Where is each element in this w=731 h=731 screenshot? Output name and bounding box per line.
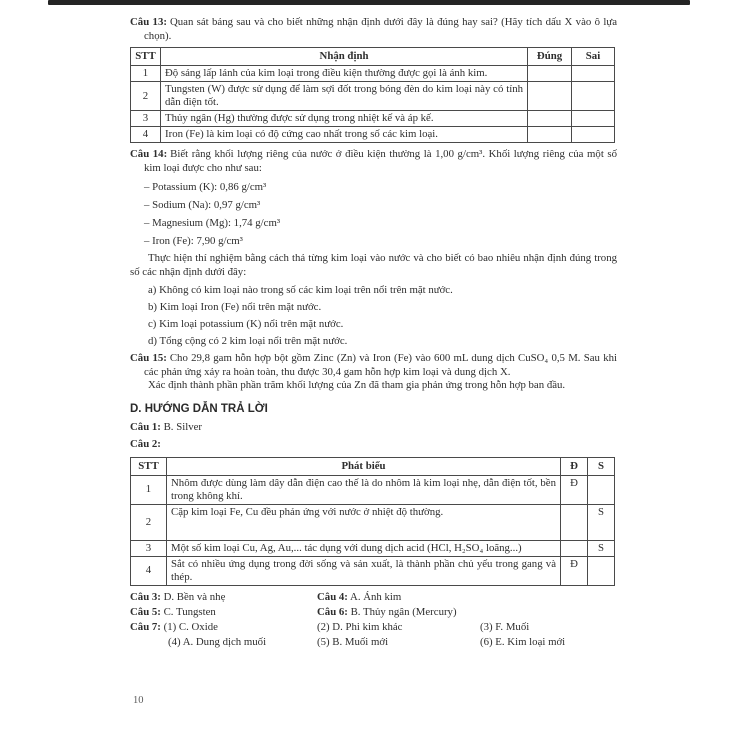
row-statement: Độ sáng lấp lánh của kim loại trong điều kiện thường được gọi là ánh kim.: [161, 66, 528, 82]
answer-cau5: [130, 605, 317, 620]
cau6-value: B. Thủy ngân (Mercury): [350, 605, 457, 618]
table-row: [131, 540, 615, 556]
cau7-item: (1) C. Oxide: [163, 620, 218, 633]
page-number: 10: [133, 695, 144, 706]
cau7-item: (3) F. Muối: [480, 620, 530, 633]
table-row: [131, 475, 615, 504]
s-mark-cell: [588, 475, 615, 504]
row-stt: 1: [131, 475, 167, 504]
answer-cau1: [130, 419, 617, 436]
d-mark-cell: [561, 540, 588, 556]
d-mark-cell: Đ: [561, 556, 588, 585]
col-header-sai: Sai: [572, 48, 615, 66]
row-statement: Tungsten (W) được sử dụng để làm sợi đốt trong bóng đèn do kim loại này có tính dẫn điện tốt.: [161, 82, 528, 111]
list-item: – Iron (Fe): 7,90 g/cm³: [144, 235, 243, 247]
list-item: – Magnesium (Mg): 1,74 g/cm³: [144, 217, 281, 229]
cau7-label: Câu 7:: [130, 620, 161, 633]
cau3-value: D. Bền và nhẹ: [163, 590, 226, 603]
table-header-row: [131, 48, 615, 66]
cau13-text: Quan sát bảng sau và cho biết những nhận định dưới đây là đúng hay sai? (Hãy tích dấu X vào ô lựa chọn).: [144, 16, 618, 42]
table-row: [131, 556, 615, 585]
answer-row-3-4: [130, 590, 617, 605]
answer-cau3: [130, 590, 317, 605]
dung-checkbox-cell[interactable]: [528, 127, 572, 143]
table-row: [131, 111, 615, 127]
row-statement: Nhôm được dùng làm dây dẫn điện cao thế là do nhôm là kim loại nhẹ, dẫn điện tốt, bền trong không khí.: [167, 475, 561, 504]
cau13-question: [130, 16, 617, 43]
scan-edge-bar: [48, 0, 690, 5]
answer-row-7a: [130, 620, 617, 635]
option-b: b) Kim loại Iron (Fe) nổi trên mặt nước.: [148, 301, 322, 313]
row-statement: Sắt có nhiều ứng dụng trong đời sống và sản xuất, là thành phần chủ yếu trong gang và thép.: [167, 556, 561, 585]
cau2-label: Câu 2:: [130, 437, 161, 450]
dung-checkbox-cell[interactable]: [528, 82, 572, 111]
cau13-table: [130, 47, 615, 143]
table-row: [131, 82, 615, 111]
row-stt: 1: [131, 66, 161, 82]
s-mark-cell: [588, 556, 615, 585]
list-item: – Sodium (Na): 0,97 g/cm³: [144, 199, 261, 211]
cau15-question: [130, 352, 617, 379]
answer-cau7-5: [317, 635, 480, 650]
cau7-item: (4) A. Dung dịch muối: [168, 635, 267, 648]
cau3-label: Câu 3:: [130, 590, 161, 603]
option-c: c) Kim loại potassium (K) nổi trên mặt nước.: [148, 318, 344, 330]
density-list: [144, 178, 617, 250]
row-stt: 2: [131, 504, 167, 540]
cau7-item: (6) E. Kim loại mới: [480, 635, 566, 648]
answer-row-5-6: [130, 605, 617, 620]
cau14-options: [148, 282, 617, 350]
cau14-question: [130, 148, 617, 175]
sai-checkbox-cell[interactable]: [572, 82, 615, 111]
row-stt: 3: [131, 540, 167, 556]
option-d: d) Tổng cộng có 2 kim loại nổi trên mặt nước.: [148, 335, 348, 347]
row-stt: 2: [131, 82, 161, 111]
cau15-label: Câu 15:: [130, 352, 167, 364]
cau15-task: Xác định thành phần phần trăm khối lượng của Zn đã tham gia phản ứng trong hỗn hợp ban đầu.: [148, 379, 566, 391]
answer-cau4: [317, 590, 480, 605]
table-row: [131, 127, 615, 143]
row-stt: 4: [131, 127, 161, 143]
table-header-row: [131, 457, 615, 475]
row-statement: Iron (Fe) là kim loại có độ cứng cao nhất trong số các kim loại.: [161, 127, 528, 143]
col-header-d: Đ: [561, 457, 588, 475]
cau1-value: B. Silver: [163, 420, 202, 433]
col-header-s: S: [588, 457, 615, 475]
list-item: – Potassium (K): 0,86 g/cm³: [144, 181, 267, 193]
row-statement: Thủy ngân (Hg) thường được sử dụng trong nhiệt kế và áp kế.: [161, 111, 528, 127]
col-header-stt: STT: [131, 457, 167, 475]
row-stt: 3: [131, 111, 161, 127]
answer-cau7-3: [480, 620, 617, 635]
sai-checkbox-cell[interactable]: [572, 66, 615, 82]
sai-checkbox-cell[interactable]: [572, 111, 615, 127]
answer-cau2: [130, 436, 617, 453]
cau7-item: (2) D. Phi kim khác: [317, 620, 403, 633]
col-header-statement: Phát biểu: [167, 457, 561, 475]
answer-cau7-2: [317, 620, 480, 635]
row-statement: Một số kim loại Cu, Ag, Au,... tác dụng với dung dịch acid (HCl, H₂SO₄ loãng...): [167, 540, 561, 556]
answer-cau7-6: [480, 635, 617, 650]
d-mark-cell: Đ: [561, 475, 588, 504]
col-header-stt: STT: [131, 48, 161, 66]
answer-cau7-1: [130, 620, 317, 635]
answer-cau6: [317, 605, 480, 620]
cau4-label: Câu 4:: [317, 590, 348, 603]
cau5-value: C. Tungsten: [163, 605, 216, 618]
s-mark-cell: S: [588, 504, 615, 540]
document-page: [130, 16, 617, 650]
cau14-experiment: Thực hiện thí nghiệm bằng cách thả từng kim loại vào nước và cho biết có bao nhiêu nhận định đúng trong số các nhận định dưới đây:: [130, 252, 617, 278]
cau14-label: Câu 14:: [130, 148, 168, 160]
table-row: [131, 504, 615, 540]
row-stt: 4: [131, 556, 167, 585]
option-a: a) Không có kim loại nào trong số các kim loại trên nổi trên mặt nước.: [148, 284, 453, 296]
sai-checkbox-cell[interactable]: [572, 127, 615, 143]
cau7-item: (5) B. Muối mới: [317, 635, 389, 648]
dung-checkbox-cell[interactable]: [528, 66, 572, 82]
cau13-label: Câu 13:: [130, 16, 167, 28]
answer-cau7-4: [130, 635, 317, 650]
row-statement: Cặp kim loại Fe, Cu đều phản ứng với nước ở nhiệt độ thường.: [167, 504, 561, 540]
d-mark-cell: [561, 504, 588, 540]
cau2-answer-table: [130, 457, 615, 586]
cau4-value: A. Ánh kim: [350, 590, 402, 603]
cau6-label: Câu 6:: [317, 605, 348, 618]
answer-row-7b: [130, 635, 617, 650]
answers-section-heading: D. HƯỚNG DẪN TRẢ LỜI: [130, 402, 268, 415]
s-mark-cell: S: [588, 540, 615, 556]
cau1-label: Câu 1:: [130, 420, 161, 433]
cau15-text: Cho 29,8 gam hỗn hợp bột gồm Zinc (Zn) và Iron (Fe) vào 600 mL dung dịch CuSO₄ 0,5 M. Sau khi các phản ứng xảy ra hoàn toàn, thu được 30,4 gam hỗn hợp kim loại và dung dịch X.: [144, 352, 618, 378]
cau14-text: Biết rằng khối lượng riêng của nước ở điều kiện thường là 1,00 g/cm³. Khối lượng riêng của một số kim loại được cho như sau:: [144, 148, 617, 174]
col-header-statement: Nhận định: [161, 48, 528, 66]
table-row: [131, 66, 615, 82]
dung-checkbox-cell[interactable]: [528, 111, 572, 127]
col-header-dung: Đúng: [528, 48, 572, 66]
cau5-label: Câu 5:: [130, 605, 161, 618]
